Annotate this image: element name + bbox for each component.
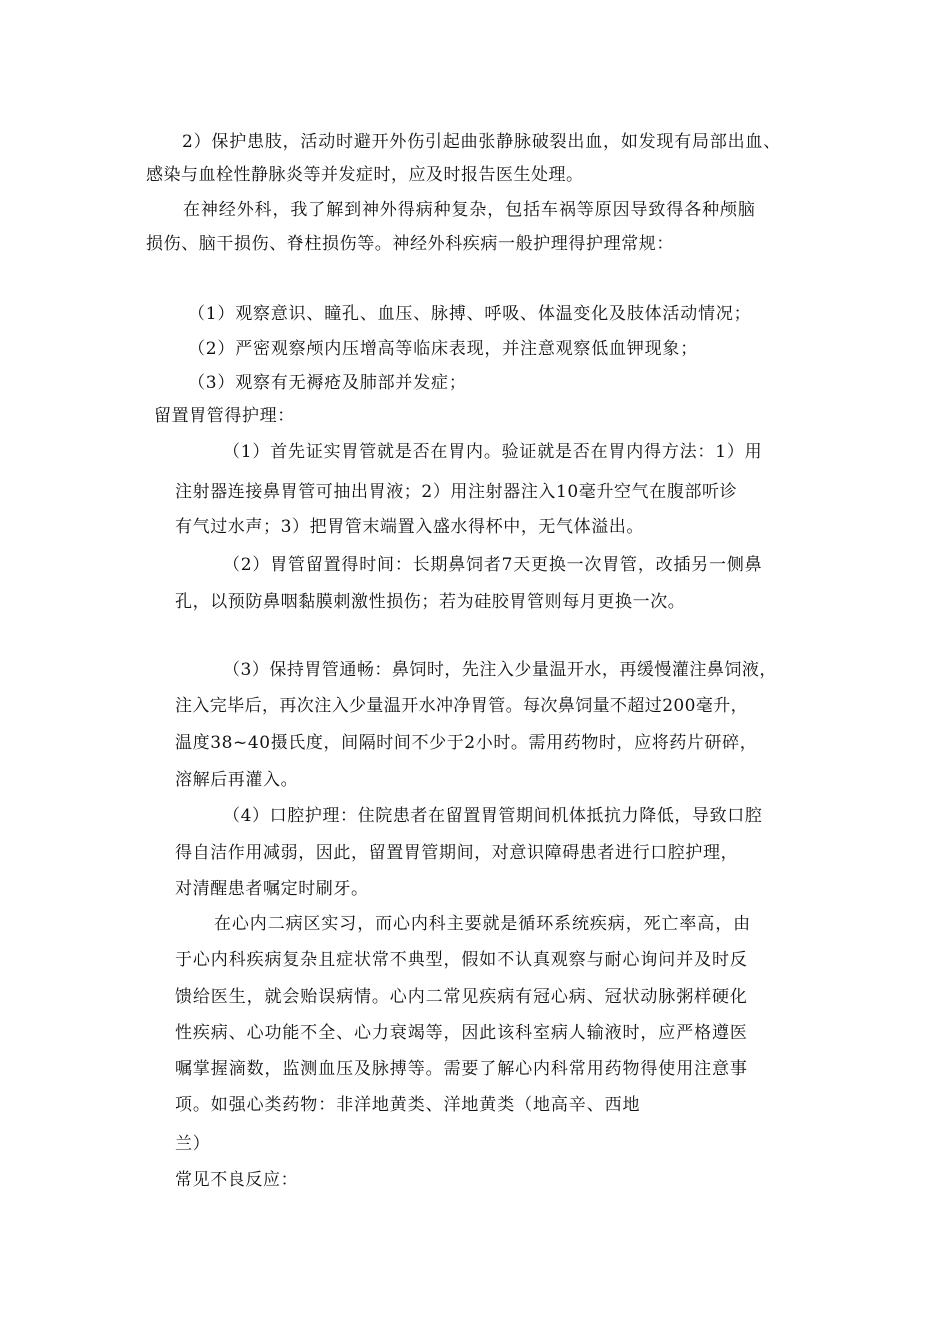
paragraph-line: 得自洁作用减弱，因此，留置胃管期间，对意识障碍患者进行口腔护理， — [175, 843, 739, 863]
paragraph-line: 对清醒患者嘱定时刷牙。 — [175, 879, 369, 899]
paragraph-line: 注入完毕后，再次注入少量温开水冲净胃管。每次鼻饲量不超过200毫升， — [175, 696, 749, 716]
paragraph-line: 注射器连接鼻胃管可抽出胃液；2）用注射器注入10毫升空气在腹部听诊 — [175, 482, 738, 502]
paragraph-line: 性疾病、心功能不全、心力衰竭等，因此该科室病人输液时，应严格遵医 — [175, 1023, 748, 1043]
paragraph-line: 2）保护患肢，活动时避开外伤引起曲张静脉破裂出血，如发现有局部出血、 — [182, 132, 782, 152]
list-item: （2）严密观察颅内压增高等临床表现，并注意观察低血钾现象； — [188, 339, 699, 359]
paragraph-line: 在心内二病区实习，而心内科主要就是循环系统疾病，死亡率高，由 — [214, 914, 751, 934]
paragraph-line: 温度38~40摄氏度，间隔时间不少于2小时。需用药物时，应将药片研碎， — [175, 733, 758, 753]
paragraph-line: 感染与血栓性静脉炎等并发症时，应及时报告医生处理。 — [146, 165, 584, 185]
list-item: （3）观察有无褥疮及肺部并发症； — [188, 373, 467, 393]
paragraph-line: 溶解后再灌入。 — [175, 770, 299, 790]
paragraph-line: 孔，以预防鼻咽黏膜刺激性损伤；若为硅胶胃管则每月更换一次。 — [175, 592, 686, 612]
paragraph-line: 馈给医生，就会贻误病情。心内二常见疾病有冠心病、冠状动脉粥样硬化 — [175, 987, 748, 1007]
paragraph-line: 项。如强心类药物：非洋地黄类、洋地黄类（地高辛、西地 — [175, 1095, 641, 1115]
paragraph-line: 有气过水声；3）把胃管末端置入盛水得杯中，无气体溢出。 — [175, 517, 645, 537]
paragraph-line: （3）保持胃管通畅：鼻饲时，先注入少量温开水，再缓慢灌注鼻饲液， — [223, 660, 777, 680]
section-heading: 常见不良反应： — [175, 1170, 299, 1190]
paragraph-line: 损伤、脑干损伤、脊柱损伤等。神经外科疾病一般护理得护理常规： — [146, 234, 674, 254]
paragraph-line: 嘱掌握滴数，监测血压及脉搏等。需要了解心内科常用药物得使用注意事 — [175, 1059, 748, 1079]
paragraph-line: 兰） — [175, 1134, 211, 1154]
paragraph-line: 于心内科疾病复杂且症状常不典型，假如不认真观察与耐心询问并及时反 — [175, 950, 748, 970]
paragraph-line: （4）口腔护理：住院患者在留置胃管期间机体抵抗力降低，导致口腔 — [223, 806, 763, 826]
paragraph-line: （2）胃管留置得时间：长期鼻饲者7天更换一次胃管，改插另一侧鼻 — [223, 555, 763, 575]
section-heading: 留置胃管得护理： — [154, 406, 295, 426]
paragraph-line: （1）首先证实胃管就是否在胃内。验证就是否在胃内得方法：1）用 — [223, 442, 763, 462]
paragraph-line: 在神经外科，我了解到神外得病种复杂，包括车祸等原因导致得各种颅脑 — [183, 200, 756, 220]
list-item: （1）观察意识、瞳孔、血压、脉搏、呼吸、体温变化及肢体活动情况； — [188, 304, 752, 324]
